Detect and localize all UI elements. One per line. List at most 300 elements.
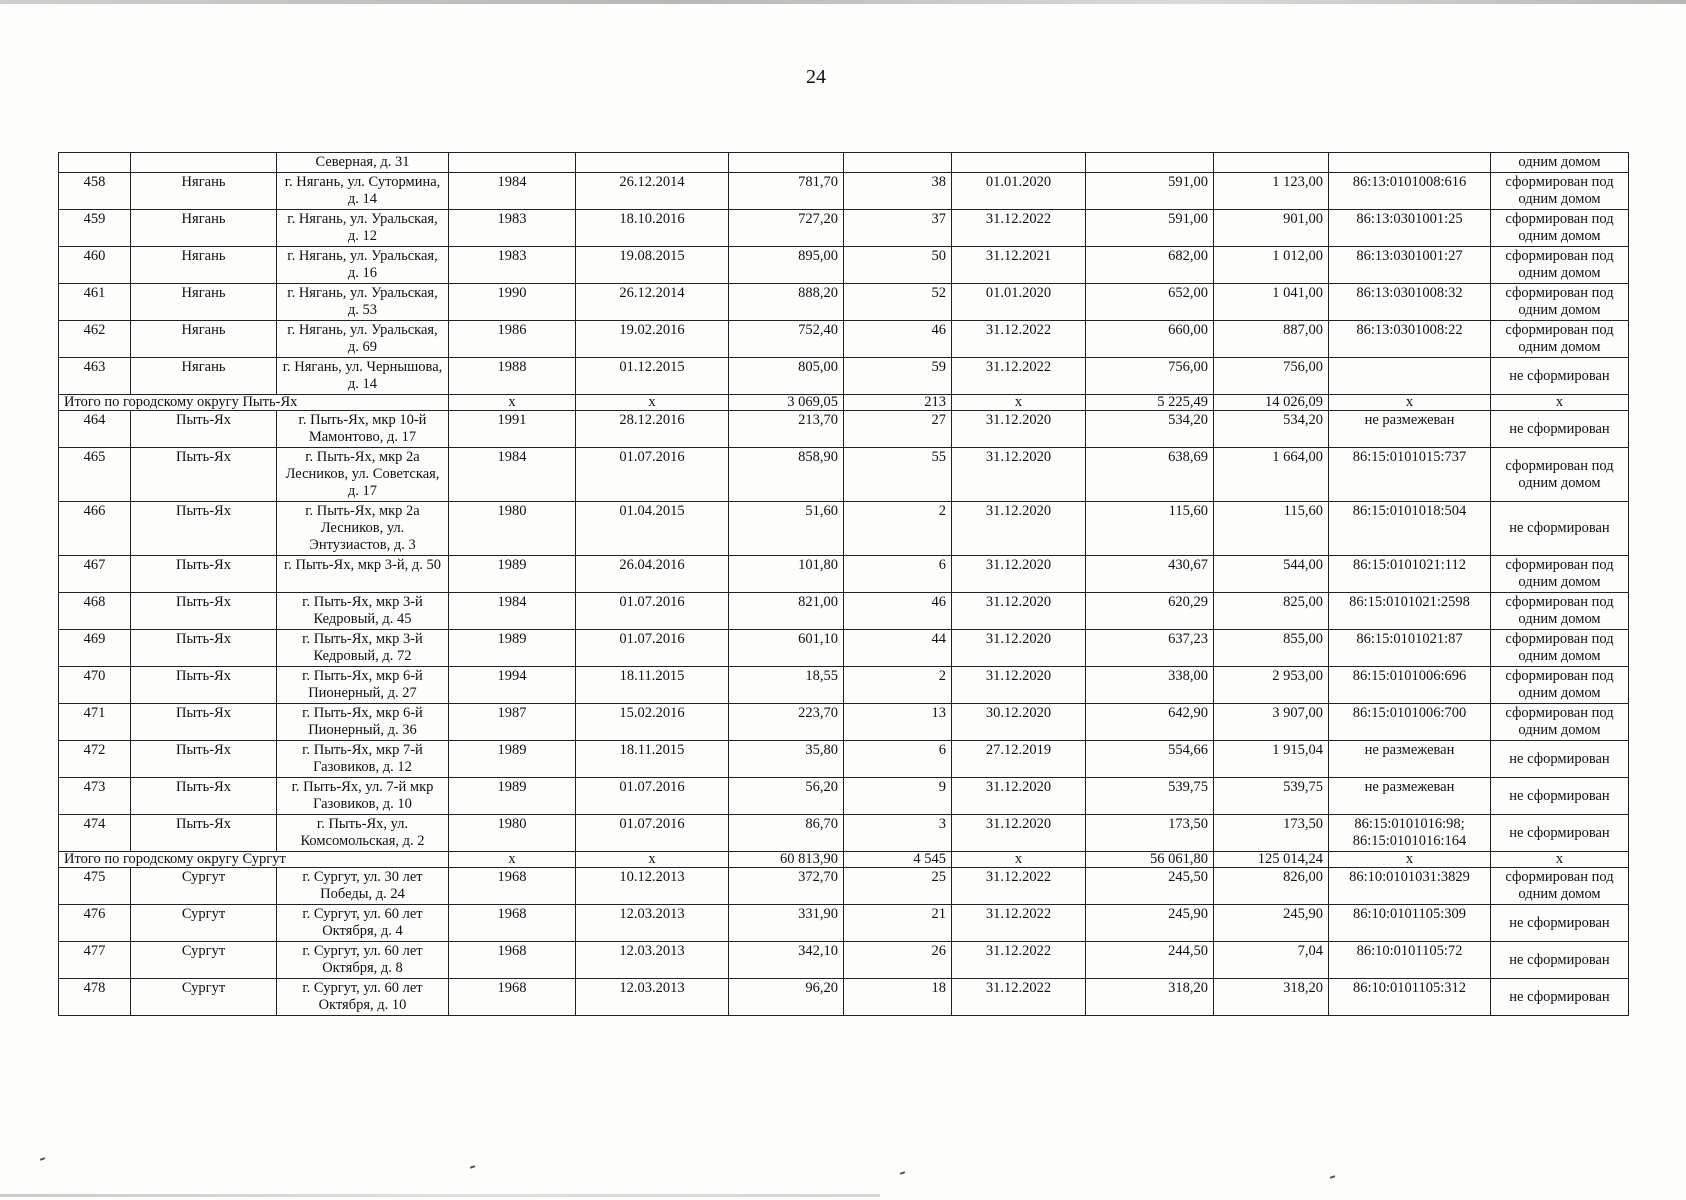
area-1: 591,00	[1086, 173, 1214, 210]
area-1: 652,00	[1086, 284, 1214, 321]
table-row	[59, 868, 1629, 905]
count: 46	[844, 321, 952, 358]
cadastral-number: не размежеван	[1329, 411, 1491, 448]
table-row	[59, 630, 1629, 667]
row-number: 460	[59, 247, 131, 284]
area-1: 244,50	[1086, 942, 1214, 979]
municipality: Пыть-Ях	[131, 556, 277, 593]
area-2: 825,00	[1214, 593, 1329, 630]
date: 26.04.2016	[576, 556, 729, 593]
area: 888,20	[729, 284, 844, 321]
year-built: 1986	[449, 321, 576, 358]
municipality: Пыть-Ях	[131, 630, 277, 667]
year-built: 1989	[449, 556, 576, 593]
cadastral-number: 86:10:0101105:312	[1329, 979, 1491, 1016]
year-built: 1983	[449, 247, 576, 284]
area: 223,70	[729, 704, 844, 741]
cadastral-number: 86:10:0101105:72	[1329, 942, 1491, 979]
table-row	[59, 778, 1629, 815]
row-number: 467	[59, 556, 131, 593]
count: 38	[844, 173, 952, 210]
year-built: 1987	[449, 704, 576, 741]
area-1: 682,00	[1086, 247, 1214, 284]
date: 01.07.2016	[576, 778, 729, 815]
cadastral-number: 86:13:0301008:22	[1329, 321, 1491, 358]
table-row	[59, 667, 1629, 704]
year-built: 1989	[449, 778, 576, 815]
count: 2	[844, 502, 952, 556]
table-row	[59, 905, 1629, 942]
subtotal-row	[59, 852, 1629, 868]
date: 28.12.2016	[576, 411, 729, 448]
area-1: 318,20	[1086, 979, 1214, 1016]
municipality: Пыть-Ях	[131, 815, 277, 852]
subtotal-area-1: 5 225,49	[1086, 395, 1214, 411]
date: 01.07.2016	[576, 593, 729, 630]
land-status: сформирован под одним домом	[1491, 284, 1629, 321]
row-number: 478	[59, 979, 131, 1016]
year-built: 1983	[449, 210, 576, 247]
land-status: не сформирован	[1491, 741, 1629, 778]
deadline: 30.12.2020	[952, 704, 1086, 741]
row-number: 474	[59, 815, 131, 852]
cadastral-number: 86:13:0301001:25	[1329, 210, 1491, 247]
housing-table	[58, 152, 1629, 1016]
subtotal-label: Итого по городскому округу Сургут	[59, 852, 449, 868]
area-2: 534,20	[1214, 411, 1329, 448]
year-built: 1991	[449, 411, 576, 448]
municipality: Пыть-Ях	[131, 593, 277, 630]
count: 18	[844, 979, 952, 1016]
deadline: 31.12.2022	[952, 942, 1086, 979]
date: 15.02.2016	[576, 704, 729, 741]
count: 59	[844, 358, 952, 395]
year-built: 1980	[449, 502, 576, 556]
row-number: 461	[59, 284, 131, 321]
table-row	[59, 741, 1629, 778]
date: 01.07.2016	[576, 815, 729, 852]
municipality: Пыть-Ях	[131, 411, 277, 448]
area-2: 756,00	[1214, 358, 1329, 395]
area: 18,55	[729, 667, 844, 704]
cadastral-number: 86:15:0101006:696	[1329, 667, 1491, 704]
municipality: Пыть-Ях	[131, 448, 277, 502]
subtotal-cadastral: х	[1329, 852, 1491, 868]
address: г. Нягань, ул. Уральская, д. 16	[277, 247, 449, 284]
row-number: 471	[59, 704, 131, 741]
area-2: 3 907,00	[1214, 704, 1329, 741]
year-built: 1989	[449, 630, 576, 667]
row-number: 477	[59, 942, 131, 979]
count: 55	[844, 448, 952, 502]
address: г. Пыть-Ях, мкр 6-й Пионерный, д. 36	[277, 704, 449, 741]
area-2: 539,75	[1214, 778, 1329, 815]
area-1: 245,90	[1086, 905, 1214, 942]
row-number: 465	[59, 448, 131, 502]
deadline: 31.12.2020	[952, 815, 1086, 852]
date: 12.03.2013	[576, 905, 729, 942]
row-number: 468	[59, 593, 131, 630]
deadline: 31.12.2022	[952, 868, 1086, 905]
subtotal-deadline: х	[952, 852, 1086, 868]
subtotal-year: х	[449, 852, 576, 868]
deadline: 31.12.2020	[952, 556, 1086, 593]
scan-edge-bottom	[0, 1194, 880, 1197]
deadline: 27.12.2019	[952, 741, 1086, 778]
address: г. Пыть-Ях, мкр 2а Лесников, ул. Советская, д. 17	[277, 448, 449, 502]
area-2: 1 012,00	[1214, 247, 1329, 284]
land-status: сформирован под одним домом	[1491, 593, 1629, 630]
area: 96,20	[729, 979, 844, 1016]
area-1: 115,60	[1086, 502, 1214, 556]
row-number: 469	[59, 630, 131, 667]
year-built: 1988	[449, 358, 576, 395]
area-2: 115,60	[1214, 502, 1329, 556]
area-1: 173,50	[1086, 815, 1214, 852]
address: г. Пыть-Ях, мкр 7-й Газовиков, д. 12	[277, 741, 449, 778]
municipality: Сургут	[131, 942, 277, 979]
cadastral-number: 86:15:0101021:2598	[1329, 593, 1491, 630]
subtotal-area-2: 125 014,24	[1214, 852, 1329, 868]
area: 342,10	[729, 942, 844, 979]
land-status: не сформирован	[1491, 358, 1629, 395]
cadastral-number: не размежеван	[1329, 741, 1491, 778]
date: 01.04.2015	[576, 502, 729, 556]
row-number: 470	[59, 667, 131, 704]
area-2: 1 041,00	[1214, 284, 1329, 321]
cadastral-number: 86:15:0101021:87	[1329, 630, 1491, 667]
address: г. Нягань, ул. Уральская, д. 53	[277, 284, 449, 321]
municipality: Нягань	[131, 284, 277, 321]
address: г. Нягань, ул. Уральская, д. 69	[277, 321, 449, 358]
date: 01.07.2016	[576, 630, 729, 667]
address: г. Нягань, ул. Сутормина, д. 14	[277, 173, 449, 210]
year-built: 1968	[449, 868, 576, 905]
area: 858,90	[729, 448, 844, 502]
cadastral-number: 86:13:0101008:616	[1329, 173, 1491, 210]
area-2: 1 123,00	[1214, 173, 1329, 210]
area: 51,60	[729, 502, 844, 556]
table-row	[59, 210, 1629, 247]
table-row	[59, 284, 1629, 321]
area: 331,90	[729, 905, 844, 942]
year-built: 1968	[449, 942, 576, 979]
subtotal-status: х	[1491, 852, 1629, 868]
cadastral-number: 86:15:0101021:112	[1329, 556, 1491, 593]
area-1: 756,00	[1086, 358, 1214, 395]
address: г. Пыть-Ях, ул. 7-й мкр Газовиков, д. 10	[277, 778, 449, 815]
year-built: 1984	[449, 593, 576, 630]
deadline: 31.12.2022	[952, 358, 1086, 395]
year-built: 1989	[449, 741, 576, 778]
date: 12.03.2013	[576, 979, 729, 1016]
subtotal-count: 4 545	[844, 852, 952, 868]
subtotal-deadline: х	[952, 395, 1086, 411]
count: 13	[844, 704, 952, 741]
area-1: 591,00	[1086, 210, 1214, 247]
date: 01.12.2015	[576, 358, 729, 395]
land-status: сформирован под одним домом	[1491, 630, 1629, 667]
count: 3	[844, 815, 952, 852]
subtotal-count: 213	[844, 395, 952, 411]
land-status: не сформирован	[1491, 778, 1629, 815]
count: 25	[844, 868, 952, 905]
land-status: не сформирован	[1491, 411, 1629, 448]
carry-address: Северная, д. 31	[277, 153, 449, 173]
year-built: 1968	[449, 979, 576, 1016]
land-status: сформирован под одним домом	[1491, 667, 1629, 704]
cadastral-number: 86:10:0101105:309	[1329, 905, 1491, 942]
municipality: Сургут	[131, 905, 277, 942]
area-1: 642,90	[1086, 704, 1214, 741]
deadline: 01.01.2020	[952, 284, 1086, 321]
cadastral-number: 86:13:0301001:27	[1329, 247, 1491, 284]
subtotal-cadastral: х	[1329, 395, 1491, 411]
area: 752,40	[729, 321, 844, 358]
cadastral-number: 86:10:0101031:3829	[1329, 868, 1491, 905]
area-2: 7,04	[1214, 942, 1329, 979]
count: 21	[844, 905, 952, 942]
count: 52	[844, 284, 952, 321]
table-row	[59, 556, 1629, 593]
count: 2	[844, 667, 952, 704]
municipality: Пыть-Ях	[131, 667, 277, 704]
area: 727,20	[729, 210, 844, 247]
cadastral-number	[1329, 358, 1491, 395]
address: г. Нягань, ул. Уральская, д. 12	[277, 210, 449, 247]
address: г. Пыть-Ях, мкр 2а Лесников, ул. Энтузиастов, д. 3	[277, 502, 449, 556]
row-number: 473	[59, 778, 131, 815]
date: 18.11.2015	[576, 667, 729, 704]
table-body	[59, 153, 1629, 1016]
date: 19.08.2015	[576, 247, 729, 284]
area-1: 338,00	[1086, 667, 1214, 704]
year-built: 1984	[449, 448, 576, 502]
count: 44	[844, 630, 952, 667]
municipality: Сургут	[131, 979, 277, 1016]
land-status: сформирован под одним домом	[1491, 556, 1629, 593]
area-2: 544,00	[1214, 556, 1329, 593]
count: 26	[844, 942, 952, 979]
land-status: сформирован под одним домом	[1491, 247, 1629, 284]
subtotal-area: 3 069,05	[729, 395, 844, 411]
land-status: не сформирован	[1491, 815, 1629, 852]
municipality: Пыть-Ях	[131, 741, 277, 778]
area: 213,70	[729, 411, 844, 448]
area-2: 318,20	[1214, 979, 1329, 1016]
land-status: не сформирован	[1491, 905, 1629, 942]
municipality: Нягань	[131, 358, 277, 395]
area-1: 660,00	[1086, 321, 1214, 358]
table-row	[59, 704, 1629, 741]
year-built: 1984	[449, 173, 576, 210]
table-row	[59, 411, 1629, 448]
municipality: Нягань	[131, 321, 277, 358]
area-1: 430,67	[1086, 556, 1214, 593]
address: г. Пыть-Ях, ул. Комсомольская, д. 2	[277, 815, 449, 852]
row-number: 472	[59, 741, 131, 778]
year-built: 1968	[449, 905, 576, 942]
area-2: 2 953,00	[1214, 667, 1329, 704]
area-2: 1 915,04	[1214, 741, 1329, 778]
address: г. Пыть-Ях, мкр 3-й Кедровый, д. 45	[277, 593, 449, 630]
carry-status: одним домом	[1491, 153, 1629, 173]
subtotal-row	[59, 395, 1629, 411]
deadline: 31.12.2020	[952, 593, 1086, 630]
row-number: 466	[59, 502, 131, 556]
area-2: 887,00	[1214, 321, 1329, 358]
table-row	[59, 942, 1629, 979]
land-status: не сформирован	[1491, 502, 1629, 556]
count: 27	[844, 411, 952, 448]
row-number: 458	[59, 173, 131, 210]
area-1: 539,75	[1086, 778, 1214, 815]
subtotal-date: х	[576, 395, 729, 411]
subtotal-year: х	[449, 395, 576, 411]
table-row	[59, 502, 1629, 556]
row-number: 459	[59, 210, 131, 247]
table-row	[59, 815, 1629, 852]
cadastral-number: 86:15:0101016:98; 86:15:0101016:164	[1329, 815, 1491, 852]
subtotal-area-2: 14 026,09	[1214, 395, 1329, 411]
table-row	[59, 247, 1629, 284]
municipality: Нягань	[131, 247, 277, 284]
date: 18.11.2015	[576, 741, 729, 778]
table-row	[59, 448, 1629, 502]
address: г. Сургут, ул. 60 лет Октября, д. 4	[277, 905, 449, 942]
address: г. Пыть-Ях, мкр 3-й Кедровый, д. 72	[277, 630, 449, 667]
table-row	[59, 593, 1629, 630]
area-2: 173,50	[1214, 815, 1329, 852]
land-status: сформирован под одним домом	[1491, 173, 1629, 210]
deadline: 01.01.2020	[952, 173, 1086, 210]
cadastral-number: 86:13:0301008:32	[1329, 284, 1491, 321]
municipality: Нягань	[131, 210, 277, 247]
land-status: не сформирован	[1491, 942, 1629, 979]
address: г. Пыть-Ях, мкр 3-й, д. 50	[277, 556, 449, 593]
area-2: 826,00	[1214, 868, 1329, 905]
row-number: 463	[59, 358, 131, 395]
municipality: Пыть-Ях	[131, 704, 277, 741]
subtotal-area-1: 56 061,80	[1086, 852, 1214, 868]
year-built: 1990	[449, 284, 576, 321]
area-2: 1 664,00	[1214, 448, 1329, 502]
row-number: 462	[59, 321, 131, 358]
cadastral-number: 86:15:0101018:504	[1329, 502, 1491, 556]
area-1: 637,23	[1086, 630, 1214, 667]
area: 821,00	[729, 593, 844, 630]
count: 6	[844, 741, 952, 778]
deadline: 31.12.2020	[952, 778, 1086, 815]
area-1: 638,69	[1086, 448, 1214, 502]
municipality: Сургут	[131, 868, 277, 905]
scan-edge-top	[0, 0, 1686, 4]
deadline: 31.12.2022	[952, 979, 1086, 1016]
land-status: сформирован под одним домом	[1491, 868, 1629, 905]
land-status: сформирован под одним домом	[1491, 210, 1629, 247]
row-number: 464	[59, 411, 131, 448]
deadline: 31.12.2020	[952, 630, 1086, 667]
area-2: 901,00	[1214, 210, 1329, 247]
deadline: 31.12.2021	[952, 247, 1086, 284]
table-row	[59, 358, 1629, 395]
municipality: Нягань	[131, 173, 277, 210]
cadastral-number: 86:15:0101006:700	[1329, 704, 1491, 741]
land-status: сформирован под одним домом	[1491, 321, 1629, 358]
page-number: 24	[806, 66, 826, 88]
cadastral-number: 86:15:0101015:737	[1329, 448, 1491, 502]
area: 805,00	[729, 358, 844, 395]
area-1: 620,29	[1086, 593, 1214, 630]
address: г. Пыть-Ях, мкр 10-й Мамонтово, д. 17	[277, 411, 449, 448]
date: 12.03.2013	[576, 942, 729, 979]
deadline: 31.12.2022	[952, 321, 1086, 358]
address: г. Сургут, ул. 60 лет Октября, д. 10	[277, 979, 449, 1016]
area: 372,70	[729, 868, 844, 905]
row-number: 476	[59, 905, 131, 942]
count: 37	[844, 210, 952, 247]
count: 50	[844, 247, 952, 284]
deadline: 31.12.2022	[952, 905, 1086, 942]
date: 01.07.2016	[576, 448, 729, 502]
area: 895,00	[729, 247, 844, 284]
subtotal-label: Итого по городскому округу Пыть-Ях	[59, 395, 449, 411]
count: 6	[844, 556, 952, 593]
area-1: 245,50	[1086, 868, 1214, 905]
address: г. Нягань, ул. Чернышова, д. 14	[277, 358, 449, 395]
municipality: Пыть-Ях	[131, 502, 277, 556]
land-status: сформирован под одним домом	[1491, 704, 1629, 741]
area: 781,70	[729, 173, 844, 210]
address: г. Сургут, ул. 30 лет Победы, д. 24	[277, 868, 449, 905]
date: 26.12.2014	[576, 173, 729, 210]
year-built: 1980	[449, 815, 576, 852]
date: 18.10.2016	[576, 210, 729, 247]
deadline: 31.12.2020	[952, 411, 1086, 448]
row-number: 475	[59, 868, 131, 905]
deadline: 31.12.2020	[952, 448, 1086, 502]
count: 9	[844, 778, 952, 815]
date: 10.12.2013	[576, 868, 729, 905]
date: 26.12.2014	[576, 284, 729, 321]
subtotal-status: х	[1491, 395, 1629, 411]
subtotal-date: х	[576, 852, 729, 868]
area-1: 534,20	[1086, 411, 1214, 448]
count: 46	[844, 593, 952, 630]
municipality: Пыть-Ях	[131, 778, 277, 815]
area: 101,80	[729, 556, 844, 593]
table-row	[59, 321, 1629, 358]
address: г. Пыть-Ях, мкр 6-й Пионерный, д. 27	[277, 667, 449, 704]
table-row	[59, 979, 1629, 1016]
area: 35,80	[729, 741, 844, 778]
year-built: 1994	[449, 667, 576, 704]
subtotal-area: 60 813,90	[729, 852, 844, 868]
cadastral-number: не размежеван	[1329, 778, 1491, 815]
table-row	[59, 173, 1629, 210]
land-status: не сформирован	[1491, 979, 1629, 1016]
area: 56,20	[729, 778, 844, 815]
deadline: 31.12.2020	[952, 502, 1086, 556]
deadline: 31.12.2020	[952, 667, 1086, 704]
address: г. Сургут, ул. 60 лет Октября, д. 8	[277, 942, 449, 979]
date: 19.02.2016	[576, 321, 729, 358]
area-1: 554,66	[1086, 741, 1214, 778]
deadline: 31.12.2022	[952, 210, 1086, 247]
area-2: 245,90	[1214, 905, 1329, 942]
area: 601,10	[729, 630, 844, 667]
area: 86,70	[729, 815, 844, 852]
